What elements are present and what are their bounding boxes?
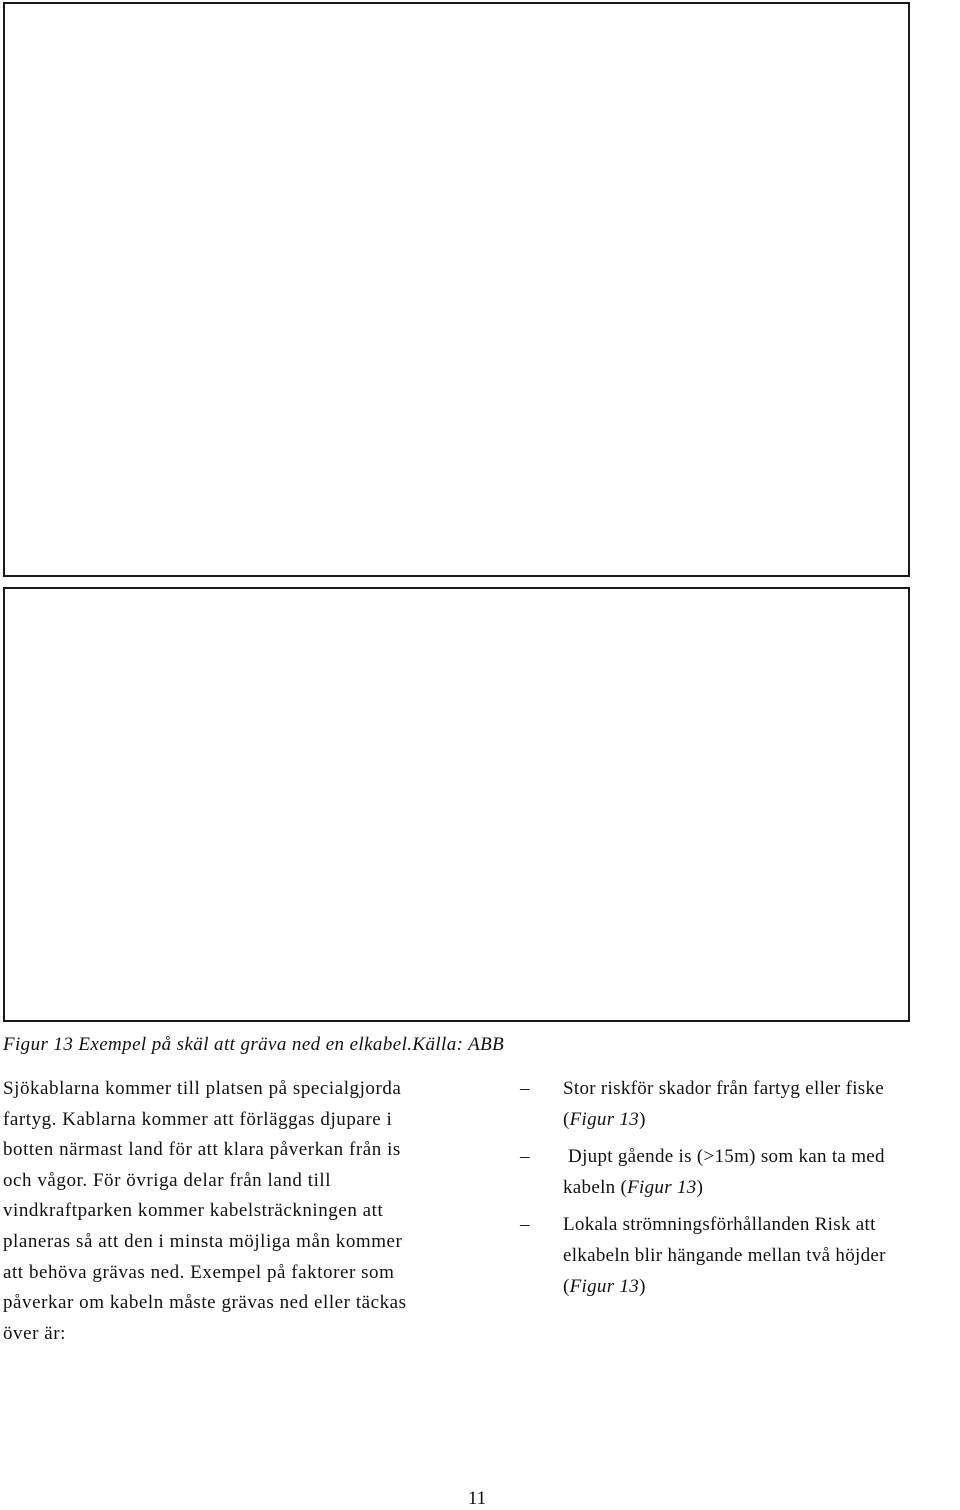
list-item-reference: kabeln (Figur 13) (563, 1176, 704, 1198)
figure-reference: Figur 13 (569, 1108, 640, 1130)
body-line: vindkraftparken kommer kabelsträckningen att (3, 1200, 384, 1222)
list-item (520, 1210, 960, 1302)
figure-caption (3, 1034, 504, 1056)
body-line: fartyg. Kablarna kommer att förläggas djupare i (3, 1108, 393, 1130)
list-item-text: Lokala strömningsförhållanden Risk att (563, 1214, 876, 1236)
figure-image-bottom (3, 587, 910, 1022)
dash-bullet: – (520, 1078, 530, 1099)
figure-reference: Figur 13 (569, 1275, 640, 1297)
list-item-text: elkabeln blir hängande mellan två höjder (563, 1244, 886, 1266)
dash-bullet: – (520, 1146, 530, 1168)
list-item-reference: (Figur 13) (563, 1108, 646, 1130)
list-item (520, 1074, 960, 1135)
list-item-reference: (Figur 13) (563, 1275, 646, 1297)
body-line: botten närmast land för att klara påverkan från is (3, 1139, 401, 1161)
list-item-text: Stor riskför skador från fartyg eller fiske (563, 1078, 885, 1099)
factor-list (520, 1074, 960, 1309)
body-line: att behöva grävas ned. Exempel på faktorer som (3, 1261, 395, 1283)
body-line: planeras så att den i minsta möjliga mån kommer (3, 1230, 403, 1252)
body-paragraph (3, 1074, 483, 1349)
dash-bullet: – (520, 1214, 530, 1236)
figure-reference: Figur 13 (627, 1176, 697, 1198)
body-line: och vågor. För övriga delar från land till (3, 1169, 332, 1191)
list-item-text: Djupt gående is (>15m) som kan ta med (563, 1146, 885, 1168)
body-line: över är: (3, 1322, 66, 1344)
body-line: Sjökablarna kommer till platsen på specialgjorda (3, 1078, 402, 1099)
page-number: 11 (467, 1488, 487, 1509)
body-line: påverkar om kabeln måste grävas ned eller täckas (3, 1292, 407, 1314)
caption-source: Källa: ABB (412, 1034, 505, 1055)
list-item (520, 1142, 960, 1203)
caption-text: Figur 13 Exempel på skäl att gräva ned en elkabel. (3, 1034, 413, 1055)
figure-image-top (3, 2, 910, 577)
